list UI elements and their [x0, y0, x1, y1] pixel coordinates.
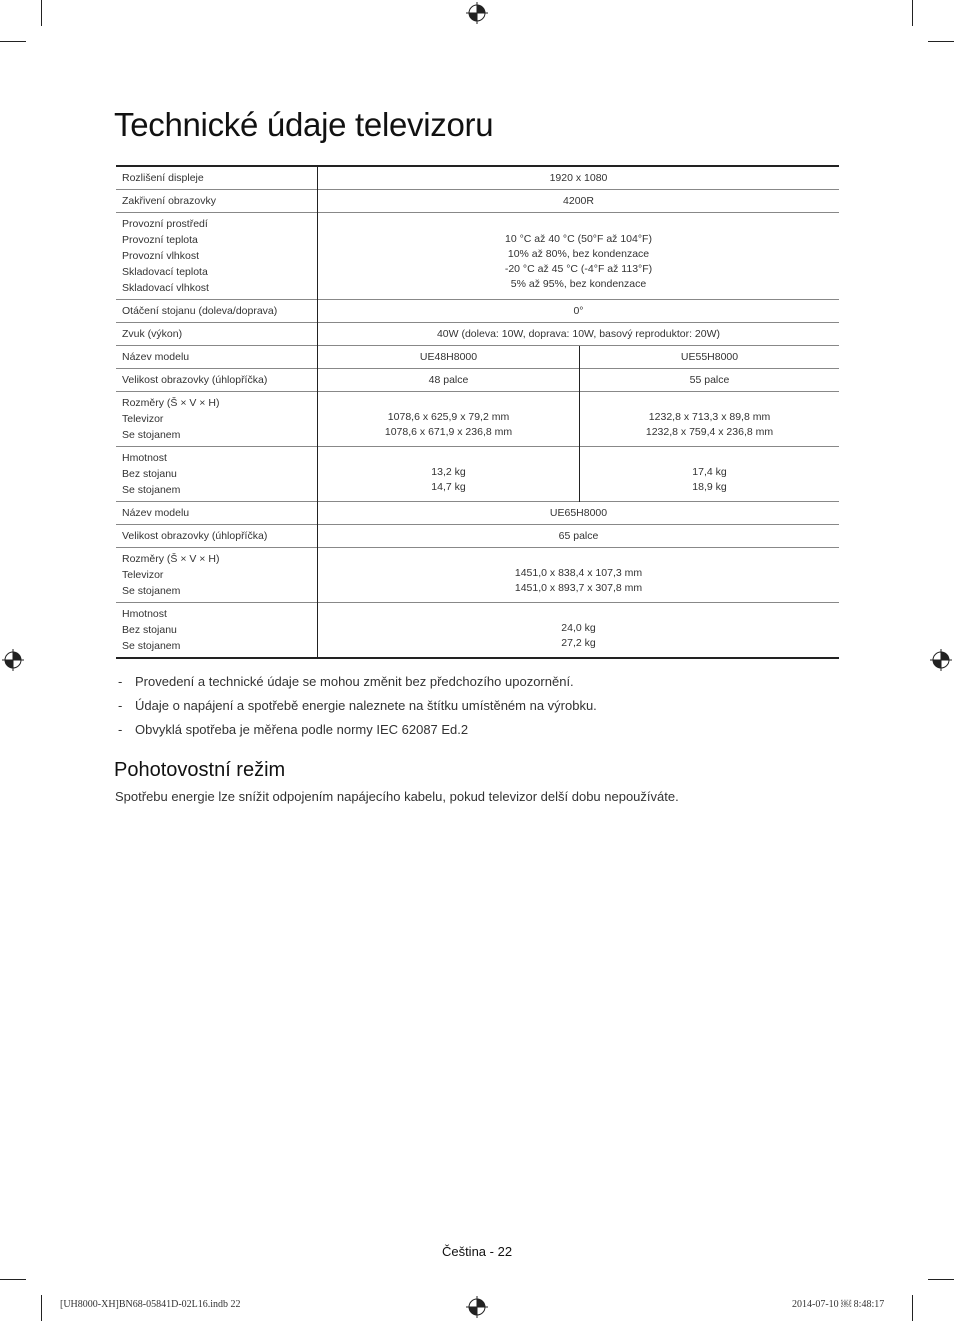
spec-label: Provozní vlhkost — [122, 250, 200, 262]
print-slug-right: 2014-07-10 ￼ 8:48:17 — [792, 1299, 885, 1310]
spec-label: Skladovací teplota — [122, 266, 208, 278]
spec-label-group — [116, 213, 318, 300]
spec-label-group — [116, 603, 318, 659]
spec-value: 1451,0 x 838,4 x 107,3 mm — [514, 566, 643, 579]
table-row — [116, 166, 839, 190]
table-row — [116, 502, 839, 525]
spec-table — [116, 165, 839, 659]
table-row — [116, 369, 839, 392]
spec-value: 13,2 kg — [431, 465, 466, 478]
spec-value: 24,0 kg — [561, 621, 596, 634]
crop-mark — [928, 1279, 954, 1280]
section-paragraph: Spotřebu energie lze snížit odpojením napájecího kabelu, pokud televizor delší dobu nepoužíváte. — [115, 789, 679, 804]
spec-value: 1078,6 x 671,9 x 236,8 mm — [384, 425, 513, 438]
spec-value: 17,4 kg — [692, 465, 727, 478]
spec-value: 5% až 95%, bez kondenzace — [510, 277, 647, 290]
spec-label-group — [116, 548, 318, 603]
page-number — [0, 1244, 954, 1259]
notes-list — [118, 673, 597, 745]
spec-value: 10% až 80%, bez kondenzace — [507, 247, 650, 260]
spec-label: Zakřivení obrazovky — [116, 190, 318, 213]
spec-value: 65 palce — [318, 525, 840, 548]
list-item — [118, 721, 597, 745]
spec-value: 40W (doleva: 10W, doprava: 10W, basový reproduktor: 20W) — [318, 323, 840, 346]
spec-value: 1451,0 x 893,7 x 307,8 mm — [514, 581, 643, 594]
crop-mark — [912, 0, 913, 26]
spec-value-group — [318, 213, 840, 300]
table-row — [116, 603, 839, 659]
spec-label: Se stojanem — [122, 640, 181, 652]
spec-value-group — [318, 548, 840, 603]
crop-mark — [928, 41, 954, 42]
note-text: Údaje o napájení a spotřebě energie naleznete na štítku umístěném na výrobku. — [135, 698, 597, 713]
spec-label: Skladovací vlhkost — [122, 282, 209, 294]
list-dash: - — [118, 698, 123, 713]
spec-value: 1078,6 x 625,9 x 79,2 mm — [387, 410, 510, 423]
spec-value-group — [318, 447, 580, 502]
page-number-text: Čeština - 22 — [441, 1244, 513, 1259]
table-row — [116, 447, 839, 502]
spec-label: Název modelu — [116, 346, 318, 369]
table-row — [116, 525, 839, 548]
spec-label: Televizor — [122, 413, 164, 425]
registration-mark-icon — [930, 649, 952, 671]
spec-label: Otáčení stojanu (doleva/doprava) — [116, 300, 318, 323]
spec-label: Provozní teplota — [122, 234, 198, 246]
spec-value: UE48H8000 — [318, 346, 580, 369]
registration-mark-icon — [466, 2, 488, 24]
crop-mark — [41, 0, 42, 26]
list-dash: - — [118, 722, 123, 737]
list-item — [118, 673, 597, 697]
spec-label: Rozměry (Š × V × H) — [122, 397, 220, 409]
spec-label: Televizor — [122, 569, 164, 581]
table-row — [116, 392, 839, 447]
spec-value: 27,2 kg — [561, 636, 596, 649]
spec-value-group — [318, 603, 840, 659]
spec-label: Se stojanem — [122, 429, 181, 441]
spec-label: Se stojanem — [122, 484, 181, 496]
page-title: Technické údaje televizoru — [114, 106, 494, 143]
note-text: Provedení a technické údaje se mohou změnit bez předchozího upozornění. — [135, 674, 574, 689]
spec-label: Bez stojanu — [122, 624, 177, 636]
spec-label: Se stojanem — [122, 585, 181, 597]
spec-value: 48 palce — [318, 369, 580, 392]
table-row — [116, 213, 839, 300]
spec-label: Název modelu — [116, 502, 318, 525]
list-dash: - — [118, 674, 123, 689]
spec-value: 18,9 kg — [692, 480, 727, 493]
spec-label: Hmotnost — [122, 452, 167, 464]
spec-label: Rozlišení displeje — [122, 172, 204, 184]
spec-value: 1232,8 x 759,4 x 236,8 mm — [645, 425, 774, 438]
registration-mark-icon — [466, 1296, 488, 1318]
spec-value: UE55H8000 — [580, 346, 840, 369]
spec-value: 14,7 kg — [431, 480, 466, 493]
spec-label: Velikost obrazovky (úhlopříčka) — [116, 369, 318, 392]
spec-value: UE65H8000 — [318, 502, 840, 525]
spec-value-group — [580, 392, 840, 447]
spec-value: -20 °C až 45 °C (-4°F až 113°F) — [504, 262, 653, 275]
registration-mark-icon — [2, 649, 24, 671]
crop-mark — [41, 1295, 42, 1321]
spec-value: 1920 x 1080 — [318, 166, 840, 190]
table-row — [116, 346, 839, 369]
spec-value-group — [318, 392, 580, 447]
spec-label: Rozměry (Š × V × H) — [122, 553, 220, 565]
table-row — [116, 300, 839, 323]
spec-value: 55 palce — [580, 369, 840, 392]
list-item — [118, 697, 597, 721]
section-heading: Pohotovostní režim — [114, 759, 286, 781]
crop-mark — [0, 41, 26, 42]
spec-label: Bez stojanu — [122, 468, 177, 480]
spec-label: Velikost obrazovky (úhlopříčka) — [116, 525, 318, 548]
spec-value: 1232,8 x 713,3 x 89,8 mm — [648, 410, 771, 423]
table-row — [116, 190, 839, 213]
spec-label-group — [116, 392, 318, 447]
spec-value-group — [580, 447, 840, 502]
crop-mark — [0, 1279, 26, 1280]
note-text: Obvyklá spotřeba je měřena podle normy IEC 62087 Ed.2 — [135, 722, 469, 737]
spec-value: 10 °C až 40 °C (50°F až 104°F) — [505, 232, 652, 245]
table-row — [116, 548, 839, 603]
spec-value: 4200R — [318, 190, 840, 213]
spec-label: Hmotnost — [122, 608, 167, 620]
spec-label-group — [116, 447, 318, 502]
print-slug-left: [UH8000-XH]BN68-05841D-02L16.indb 22 — [60, 1299, 241, 1310]
spec-value: 0° — [318, 300, 840, 323]
spec-label: Provozní prostředí — [122, 218, 208, 230]
crop-mark — [912, 1295, 913, 1321]
table-row — [116, 323, 839, 346]
spec-label: Zvuk (výkon) — [116, 323, 318, 346]
